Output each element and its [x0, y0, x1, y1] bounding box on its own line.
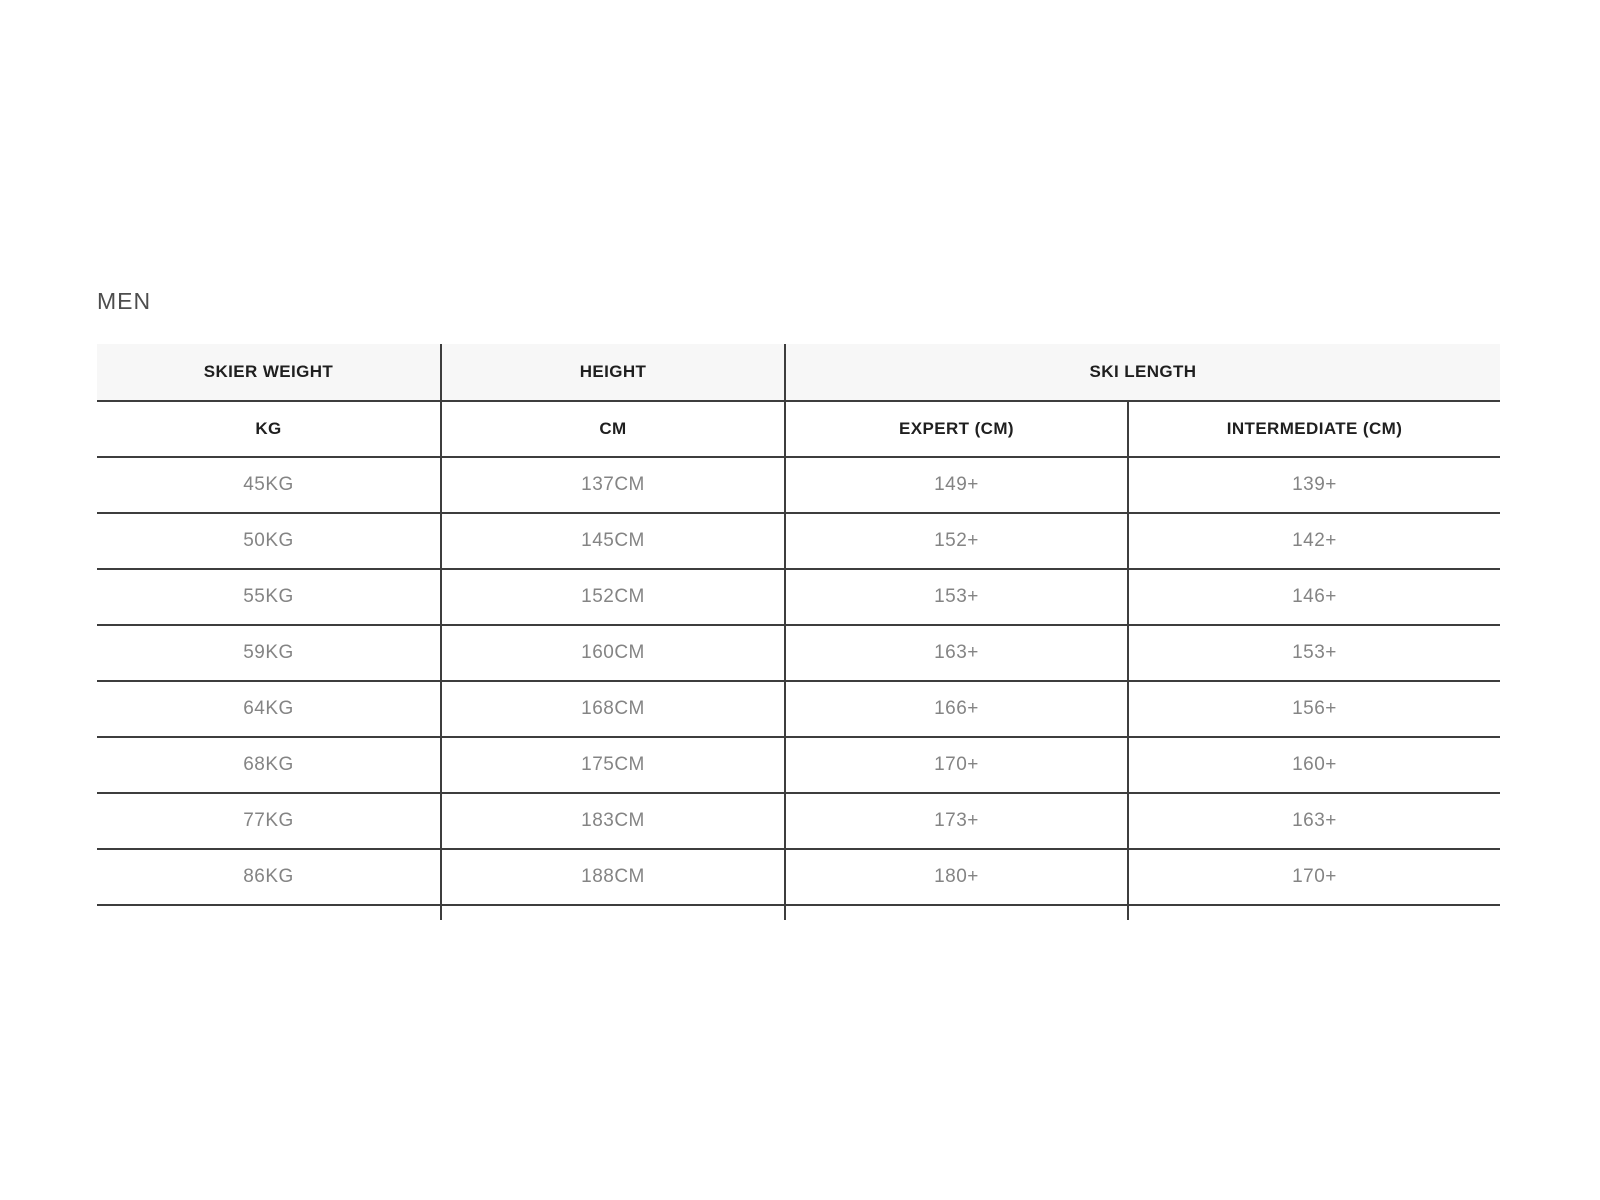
skier-weight-cell: 68KG	[97, 737, 441, 793]
intermediate-cell: 142+	[1128, 513, 1500, 569]
height-cell: 175CM	[441, 737, 785, 793]
expert-cell: 163+	[785, 625, 1128, 681]
skier-weight-cell: 50KG	[97, 513, 441, 569]
intermediate-cell: 160+	[1128, 737, 1500, 793]
table-row	[97, 849, 1500, 905]
height-cell: 152CM	[441, 569, 785, 625]
sub-header-expert: EXPERT (CM)	[785, 401, 1128, 457]
section-title: MEN	[97, 288, 152, 314]
table-footer-spacer	[1128, 905, 1500, 920]
expert-cell: 153+	[785, 569, 1128, 625]
group-header-skier-weight: SKIER WEIGHT	[97, 344, 441, 401]
men-size-chart-table	[97, 344, 1500, 920]
table-row	[97, 457, 1500, 513]
table-row	[97, 513, 1500, 569]
size-chart-section	[97, 288, 1500, 920]
skier-weight-cell: 55KG	[97, 569, 441, 625]
sub-header-kg: KG	[97, 401, 441, 457]
intermediate-cell: 139+	[1128, 457, 1500, 513]
table-row	[97, 737, 1500, 793]
skier-weight-cell: 77KG	[97, 793, 441, 849]
sub-header-cm: CM	[441, 401, 785, 457]
expert-cell: 170+	[785, 737, 1128, 793]
expert-cell: 149+	[785, 457, 1128, 513]
height-cell: 137CM	[441, 457, 785, 513]
group-header-ski-length: SKI LENGTH	[785, 344, 1500, 401]
table-footer-spacer	[441, 905, 785, 920]
table-footer-spacer-row	[97, 905, 1500, 920]
skier-weight-cell: 59KG	[97, 625, 441, 681]
table-row	[97, 793, 1500, 849]
skier-weight-cell: 86KG	[97, 849, 441, 905]
intermediate-cell: 170+	[1128, 849, 1500, 905]
height-cell: 188CM	[441, 849, 785, 905]
group-header-row	[97, 344, 1500, 401]
expert-cell: 173+	[785, 793, 1128, 849]
expert-cell: 152+	[785, 513, 1128, 569]
expert-cell: 166+	[785, 681, 1128, 737]
skier-weight-cell: 64KG	[97, 681, 441, 737]
table-footer-spacer	[97, 905, 441, 920]
height-cell: 145CM	[441, 513, 785, 569]
intermediate-cell: 146+	[1128, 569, 1500, 625]
table-row	[97, 625, 1500, 681]
height-cell: 168CM	[441, 681, 785, 737]
height-cell: 160CM	[441, 625, 785, 681]
skier-weight-cell: 45KG	[97, 457, 441, 513]
sub-header-intermediate: INTERMEDIATE (CM)	[1128, 401, 1500, 457]
height-cell: 183CM	[441, 793, 785, 849]
intermediate-cell: 156+	[1128, 681, 1500, 737]
intermediate-cell: 163+	[1128, 793, 1500, 849]
group-header-height: HEIGHT	[441, 344, 785, 401]
table-footer-spacer	[785, 905, 1128, 920]
table-row	[97, 569, 1500, 625]
intermediate-cell: 153+	[1128, 625, 1500, 681]
table-row	[97, 681, 1500, 737]
sub-header-row	[97, 401, 1500, 457]
expert-cell: 180+	[785, 849, 1128, 905]
